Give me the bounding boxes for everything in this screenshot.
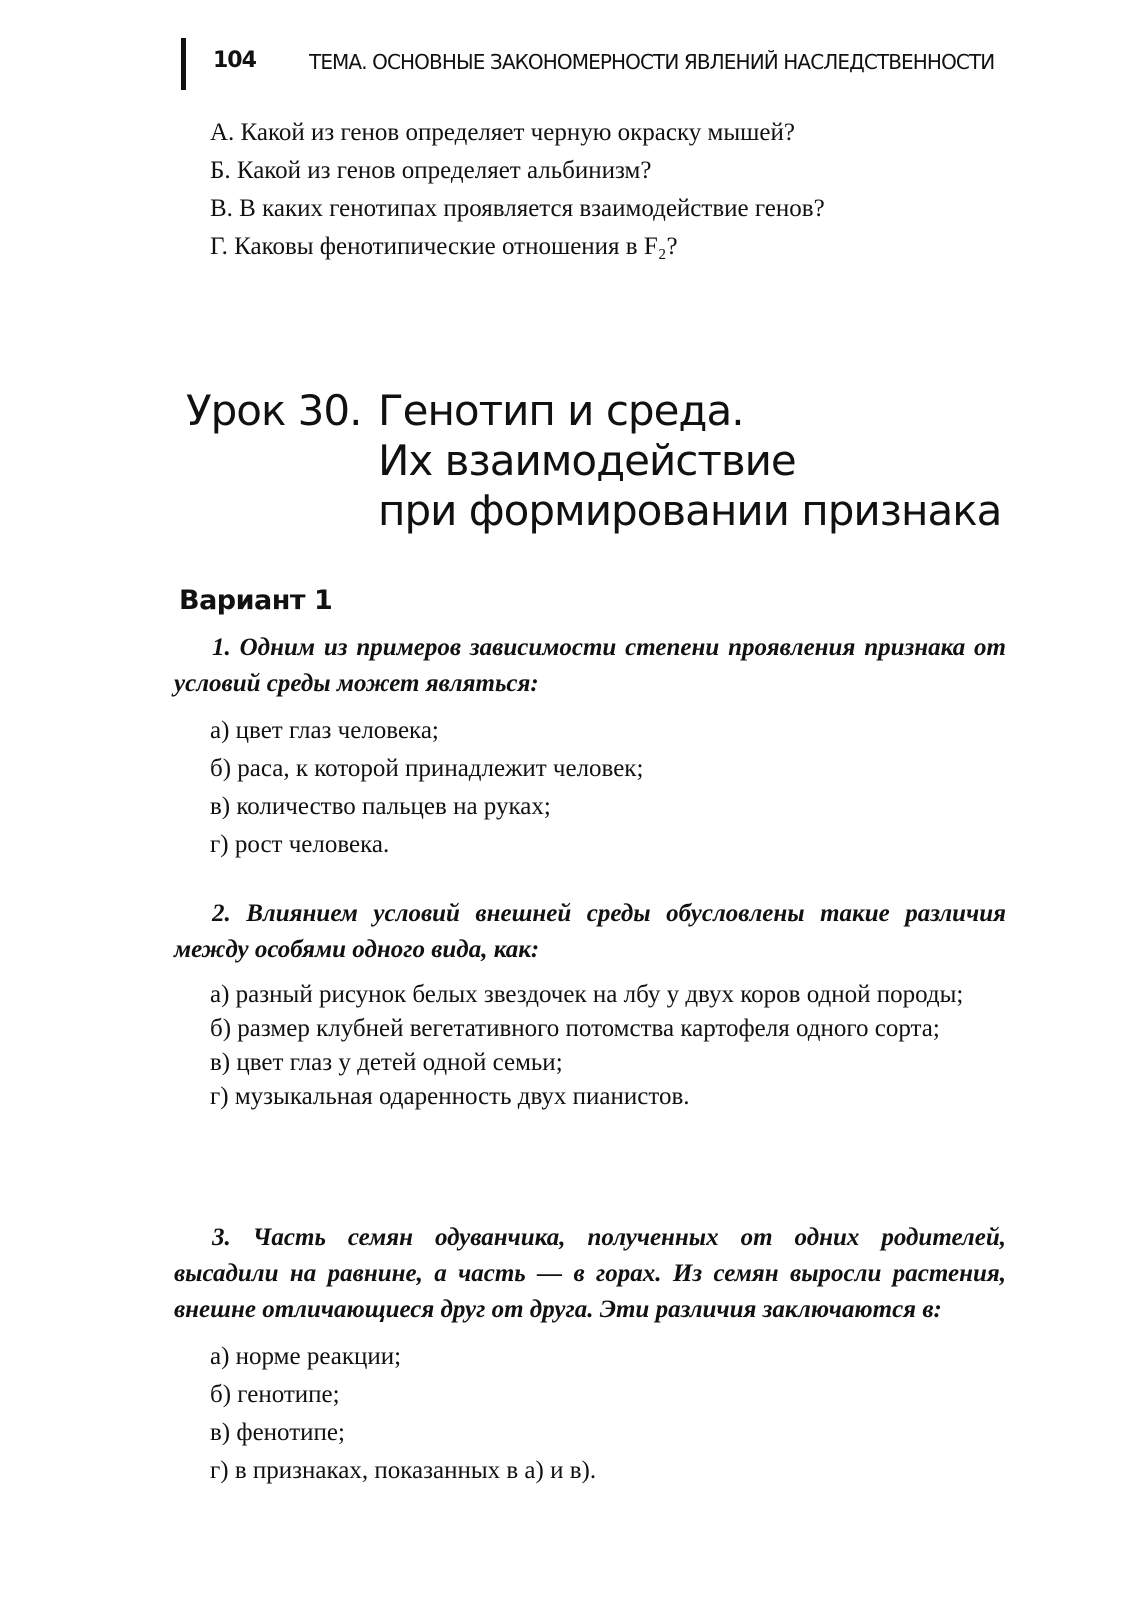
answer-option: а) норме реакции; [210,1343,402,1370]
previous-question: А. Какой из генов определяет черную окраску мышей? [210,119,795,146]
previous-question: Б. Какой из генов определяет альбинизм? [210,157,652,184]
answer-option: а) цвет глаз человека; [210,717,439,744]
task-1 [174,630,1006,864]
task-prompt: 1. Одним из примеров зависимости степени проявления признака от условий среды может являться: [174,634,1006,697]
answer-option: б) размер клубней вегетативного потомства картофеля одного сорта; [210,1015,940,1042]
answer-option: б) генотипе; [210,1381,340,1408]
running-head: ТЕМА. ОСНОВНЫЕ ЗАКОНОМЕРНОСТИ ЯВЛЕНИЙ НАСЛЕДСТВЕННОСТИ [309,50,995,74]
task-3 [174,1220,1006,1490]
answer-option: в) количество пальцев на руках; [210,793,551,820]
lesson-title [378,386,1018,536]
answer-options [174,712,1006,864]
lesson-title-line: Их взаимодействие [378,436,796,485]
page-number: 104 [213,48,256,73]
task-prompt: 3. Часть семян одуванчика, полученных от одних родителей, высадили на равнине, а часть — в горах. Из семян выросли растения, внешне отличающиеся друг от друга. Эти различия заключаются в: [174,1224,1006,1323]
answer-option: г) рост человека. [210,831,390,858]
answer-options [174,978,1006,1114]
lesson-title-line: при формировании признака [378,486,1002,535]
previous-questions [210,114,1030,266]
header-rule [181,38,186,90]
answer-option: г) музыкальная одаренность двух пианистов. [210,1083,690,1110]
variant-title: Вариант 1 [179,585,333,616]
lesson-title-line: Генотип и среда. [378,386,744,435]
answer-option: а) разный рисунок белых звездочек на лбу у двух коров одной породы; [210,981,964,1008]
answer-option: б) раса, к которой принадлежит человек; [210,755,644,782]
task-prompt: 2. Влиянием условий внешней среды обусловлены такие различия между особями одного вида, как: [174,900,1006,963]
task-2 [174,896,1006,1114]
answer-option: г) в признаках, показанных в а) и в). [210,1457,597,1484]
answer-option: в) фенотипе; [210,1419,345,1446]
lesson-label: Урок 30. [186,386,362,435]
answer-option: в) цвет глаз у детей одной семьи; [210,1049,563,1076]
previous-question: Г. Каковы фенотипические отношения в F₂? [210,233,678,260]
previous-question: В. В каких генотипах проявляется взаимодействие генов? [210,195,825,222]
answer-options [174,1338,1006,1490]
